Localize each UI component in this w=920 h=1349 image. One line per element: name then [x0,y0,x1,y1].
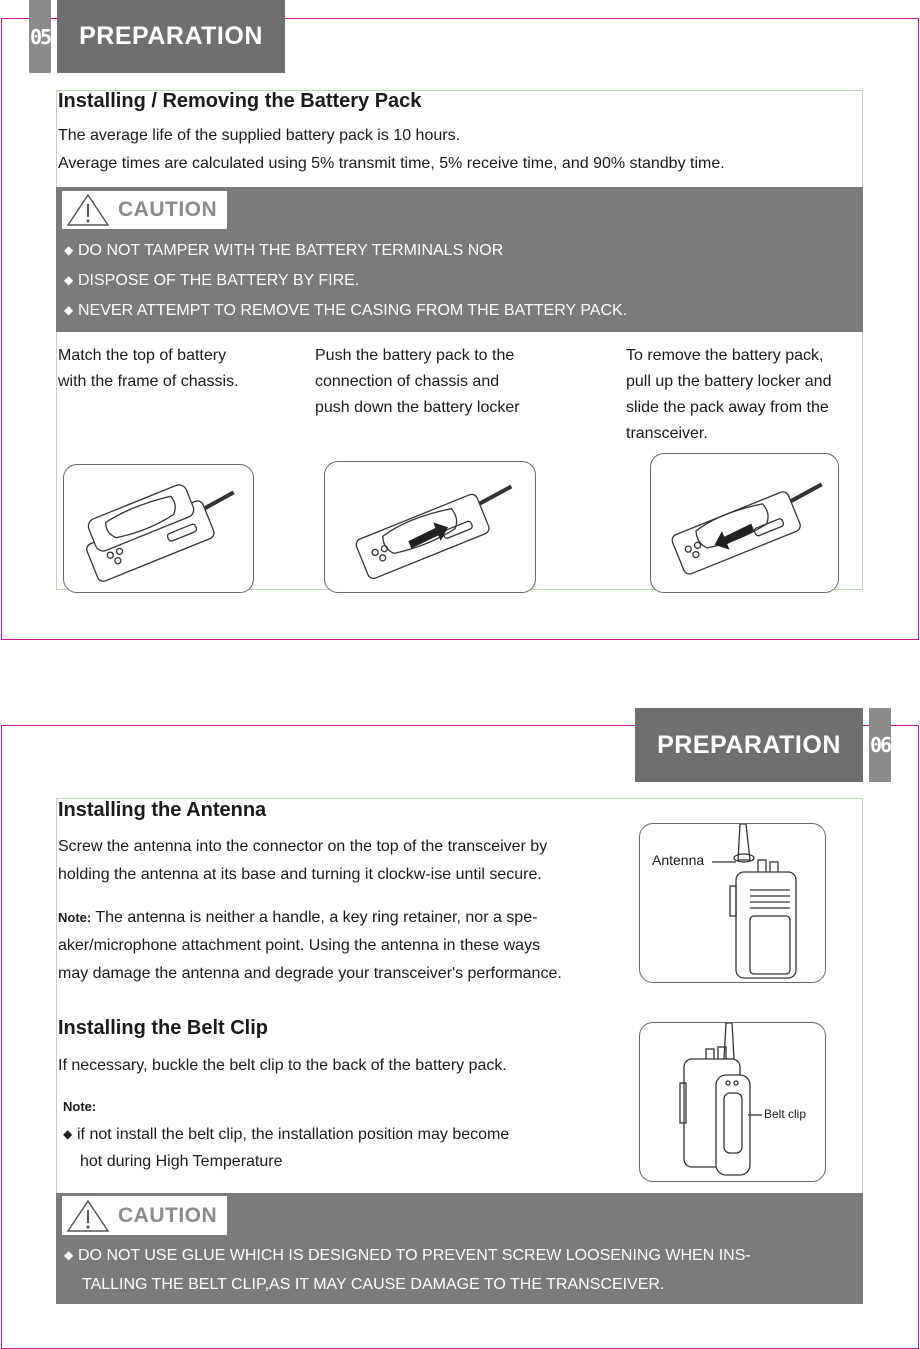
belt-clip-figure [639,1022,826,1182]
step-3-line-3: slide the pack away from the [626,399,829,416]
belt-clip-figure-label: Belt clip [764,1107,807,1121]
caution-label-text-2: CAUTION [118,1203,218,1227]
antenna-note-line-1 [58,904,537,932]
battery-caution-panel [56,187,863,332]
antenna-figure [639,823,826,983]
belt-clip-note-line-2: hot during High Temperature [80,1153,283,1170]
caution-label-box-2 [62,1196,227,1235]
step-3-line-4: transceiver. [626,425,708,442]
antenna-line-2: holding the antenna at its base and turning it clockw-ise until secure. [58,866,542,883]
caution-label-box [62,191,227,229]
antenna-heading: Installing the Antenna [58,799,267,821]
section-title-tab-05: PREPARATION [57,0,285,73]
section-title-tab-06: PREPARATION [635,708,863,782]
radio-battery-push-illustration [325,462,535,592]
antenna-note-label: Note: [58,910,92,925]
step-1-figure [63,464,254,593]
step-2-line-1: Push the battery pack to the [315,347,515,364]
caution-item-2-text: DISPOSE OF THE BATTERY BY FIRE. [78,272,360,289]
step-2-figure [324,461,536,593]
belt-clip-note-label [63,1093,96,1121]
belt-caution-text-1: DO NOT USE GLUE WHICH IS DESIGNED TO PREVENT SCREW LOOSENING WHEN INS- [78,1247,751,1264]
step-3-text [626,343,831,447]
bullet-diamond-icon: ◆ [64,1248,74,1262]
bullet-diamond-icon: ◆ [64,303,74,317]
antenna-line-1: Screw the antenna into the connector on the top of the transceiver by [58,838,548,855]
belt-caution-line-1 [64,1240,751,1271]
belt-caution-line-2: TALLING THE BELT CLIP,AS IT MAY CAUSE DAMAGE TO THE TRANSCEIVER. [82,1276,665,1293]
bullet-diamond-icon: ◆ [63,1127,73,1141]
belt-clip-note-line-1 [63,1120,509,1149]
step-3-line-2: pull up the battery locker and [626,373,832,390]
step-1-line-2: with the frame of chassis. [58,373,239,390]
antenna-note-line-2: aker/microphone attachment point. Using the antenna in these ways [58,937,541,954]
step-3-line-1: To remove the battery pack, [626,347,824,364]
page-number-06: 06 [869,708,891,782]
step-2-text [315,343,520,421]
caution-item-1 [64,235,503,266]
step-1-line-1: Match the top of battery [58,347,227,364]
belt-clip-caution-panel [56,1193,863,1304]
battery-intro-line-2: Average times are calculated using 5% transmit time, 5% receive time, and 90% standby time. [58,155,725,172]
antenna-note-text-1: The antenna is neither a handle, a key ring retainer, nor a spe- [95,909,538,926]
caution-label-text: CAUTION [118,198,218,221]
caution-item-3 [64,295,627,326]
belt-clip-note-text-1: if not install the belt clip, the installation position may become [77,1126,510,1143]
step-3-figure [650,453,839,593]
caution-item-1-text: DO NOT TAMPER WITH THE BATTERY TERMINALS NOR [78,242,504,259]
bullet-diamond-icon: ◆ [64,273,74,287]
warning-icon [66,1199,110,1233]
step-2-line-2: connection of chassis and [315,373,500,390]
antenna-note-line-3: may damage the antenna and degrade your transceiver's performance. [58,965,562,982]
radio-battery-align-illustration [64,465,253,592]
radio-battery-remove-illustration [651,454,838,592]
battery-intro-line-1: The average life of the supplied battery pack is 10 hours. [58,127,461,144]
belt-clip-note-label-text: Note: [63,1099,97,1114]
belt-clip-line: If necessary, buckle the belt clip to the back of the battery pack. [58,1057,507,1074]
warning-icon [66,193,110,227]
antenna-figure-label: Antenna [652,852,705,868]
caution-item-2 [64,265,359,296]
belt-clip-heading: Installing the Belt Clip [58,1017,269,1039]
caution-item-3-text: NEVER ATTEMPT TO REMOVE THE CASING FROM THE BATTERY PACK. [78,302,628,319]
step-2-line-3: push down the battery locker [315,399,520,416]
radio-antenna-illustration [640,824,825,982]
radio-belt-clip-illustration [640,1023,825,1181]
bullet-diamond-icon: ◆ [64,243,74,257]
step-1-text [58,343,239,395]
battery-heading: Installing / Removing the Battery Pack [58,90,422,112]
page-number-05: 05 [29,0,51,73]
